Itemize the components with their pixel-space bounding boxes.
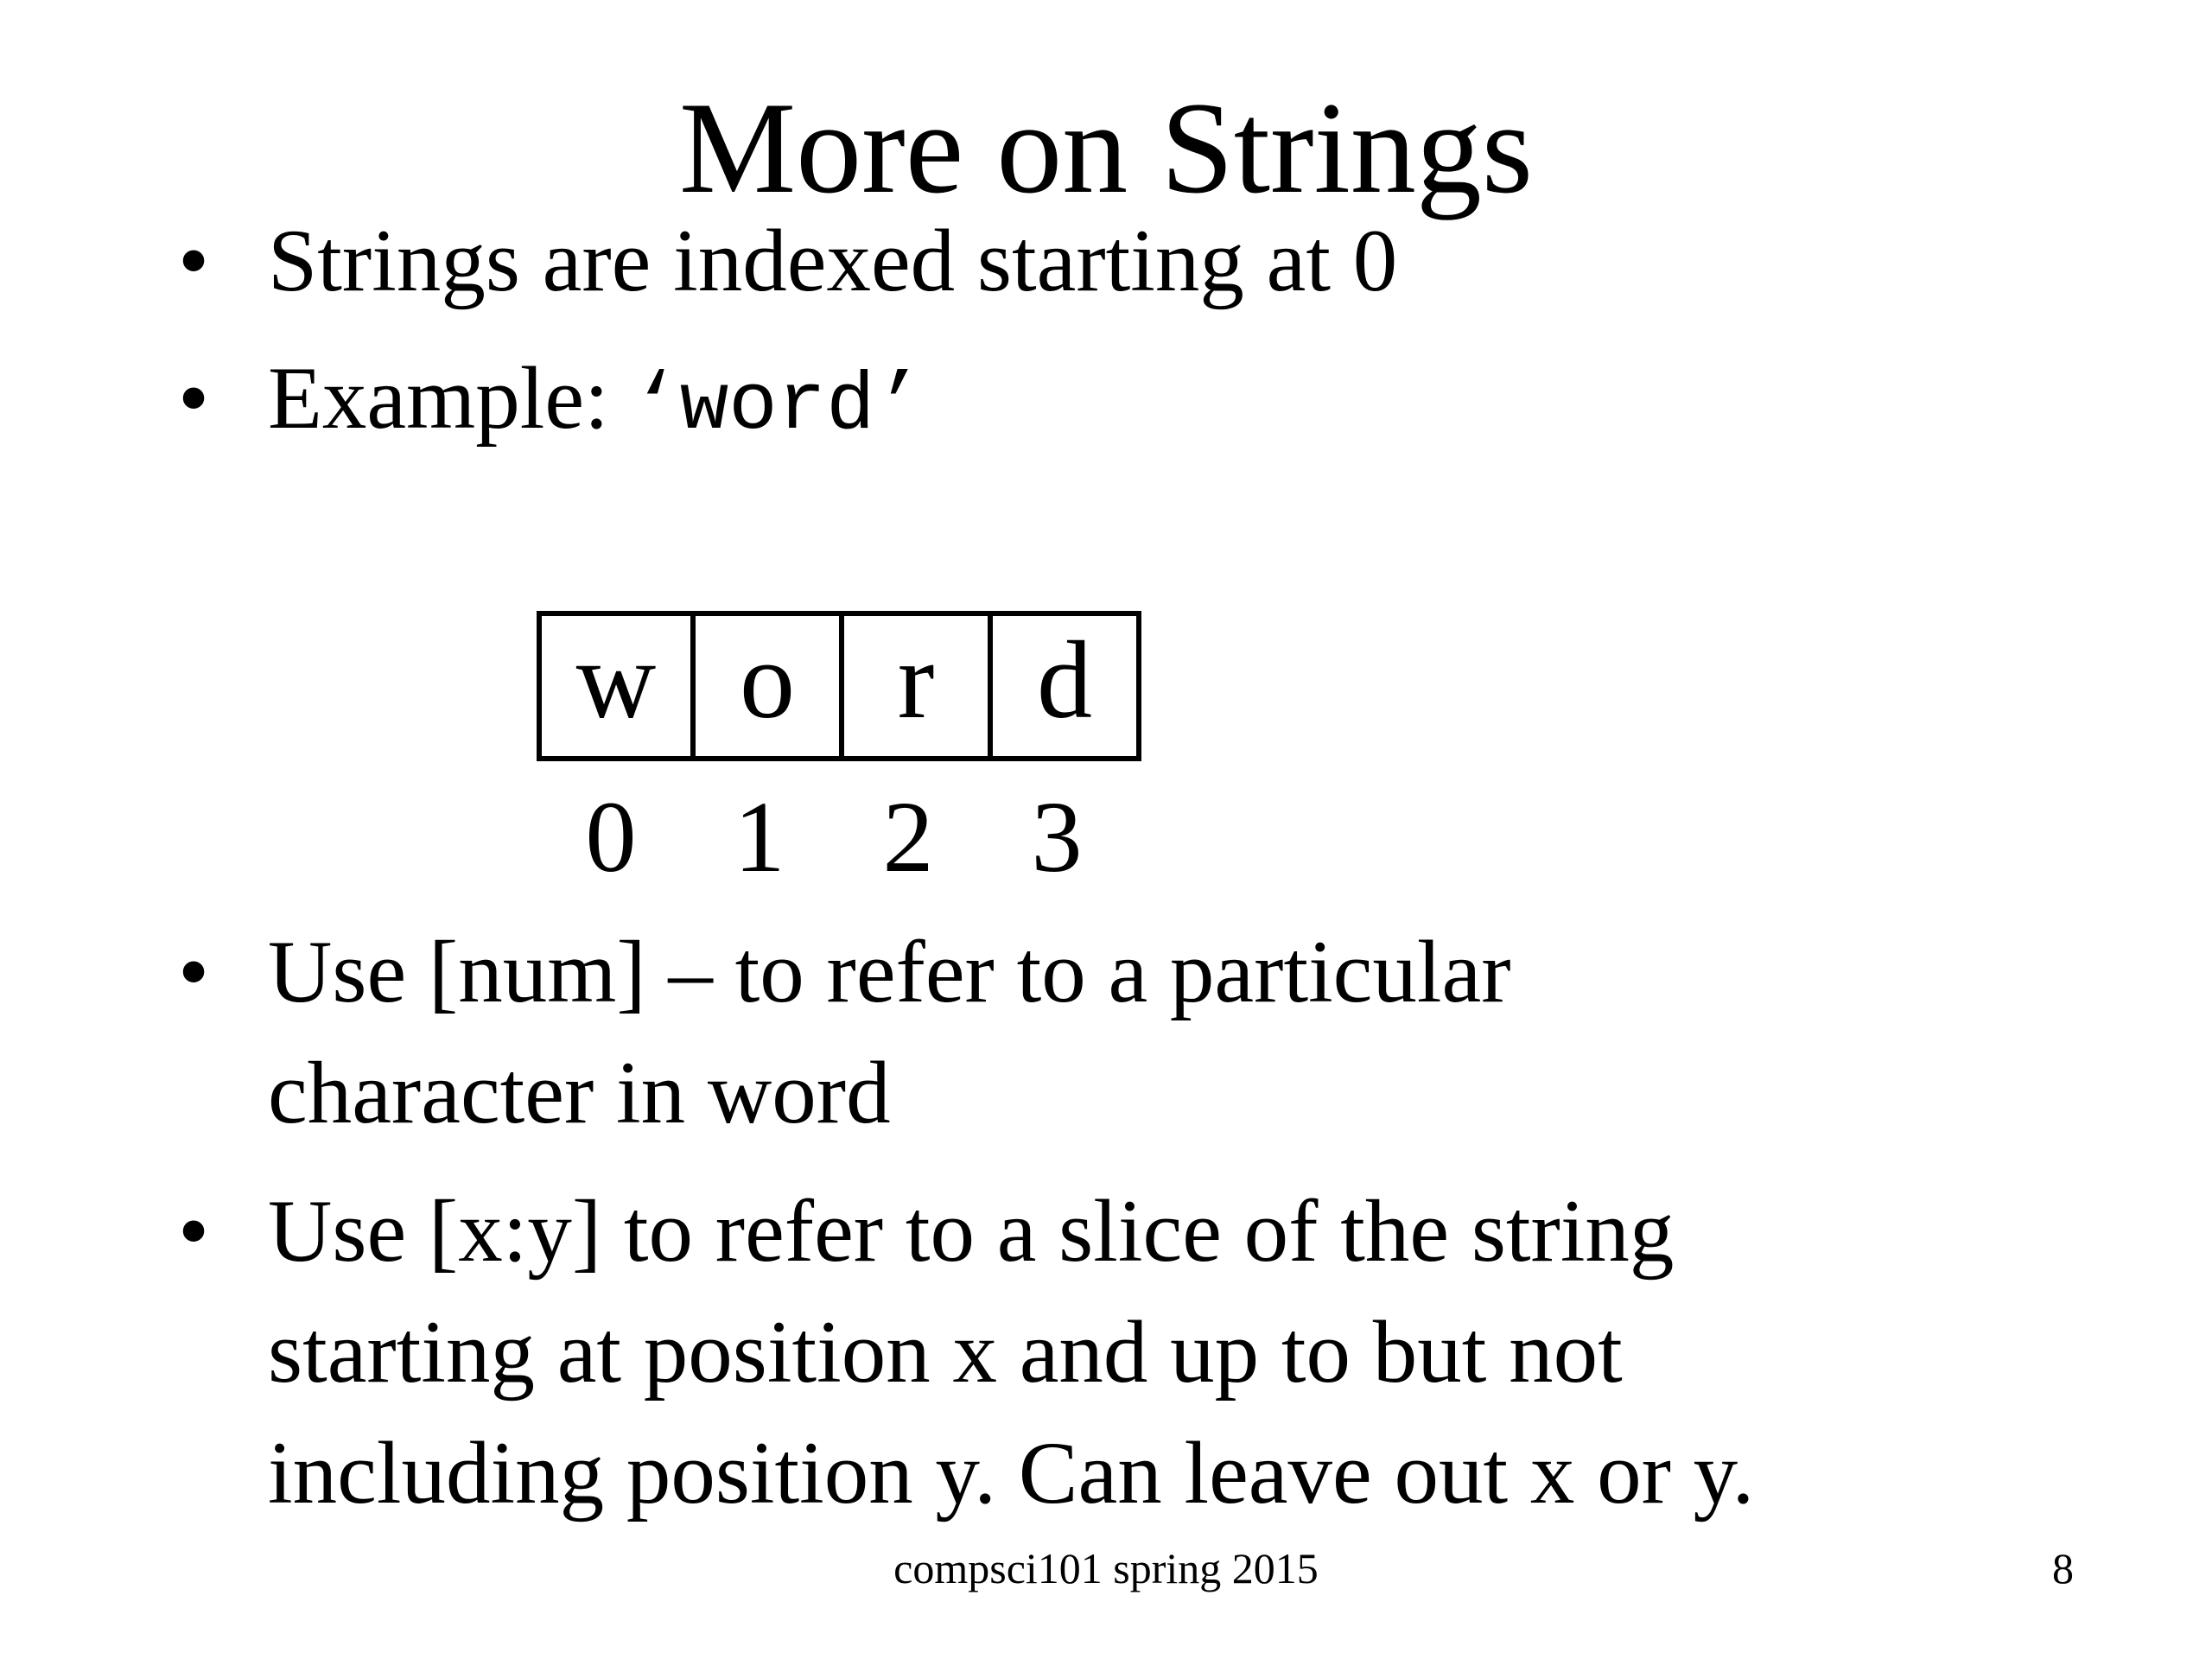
page-number: 8 xyxy=(2052,1544,2074,1592)
word-letter-cell: w xyxy=(575,619,657,741)
bullet-text xyxy=(268,912,2082,1154)
word-index: 1 xyxy=(734,780,785,893)
bullet-dot: • xyxy=(178,923,210,1021)
bullet-dot: • xyxy=(178,212,210,310)
bullet-text xyxy=(268,338,2082,467)
slide-footer: compsci101 spring 2015 xyxy=(893,1544,1319,1592)
bullet-text: Strings are indexed starting at 0 xyxy=(268,212,1398,310)
word-letter-cell: d xyxy=(988,616,1136,756)
word-diagram xyxy=(537,611,1141,761)
example-code: ‘word’ xyxy=(631,361,924,453)
bullet-text xyxy=(268,1171,2082,1534)
word-letter-cell: r xyxy=(839,616,988,756)
bullet-line: Use [x:y] to refer to a slice of the string xyxy=(268,1182,1675,1281)
bullet-line: including position y. Can leave out x or y. xyxy=(268,1424,1755,1522)
word-indices xyxy=(537,780,1141,893)
word-index: 0 xyxy=(585,780,637,893)
word-letter-cell: o xyxy=(690,616,839,756)
bullet-line: Use [num] – to refer to a particular xyxy=(268,923,1511,1021)
slide-title: More on Strings xyxy=(679,75,1533,220)
bullet-line: character in word xyxy=(268,1044,891,1142)
bullet-line: starting at position x and up to but not xyxy=(268,1303,1623,1402)
bullet-dot: • xyxy=(178,1182,210,1281)
example-label: Example: xyxy=(268,349,632,448)
word-index: 2 xyxy=(882,780,934,893)
word-index: 3 xyxy=(1031,780,1083,893)
bullet-dot: • xyxy=(178,349,210,448)
